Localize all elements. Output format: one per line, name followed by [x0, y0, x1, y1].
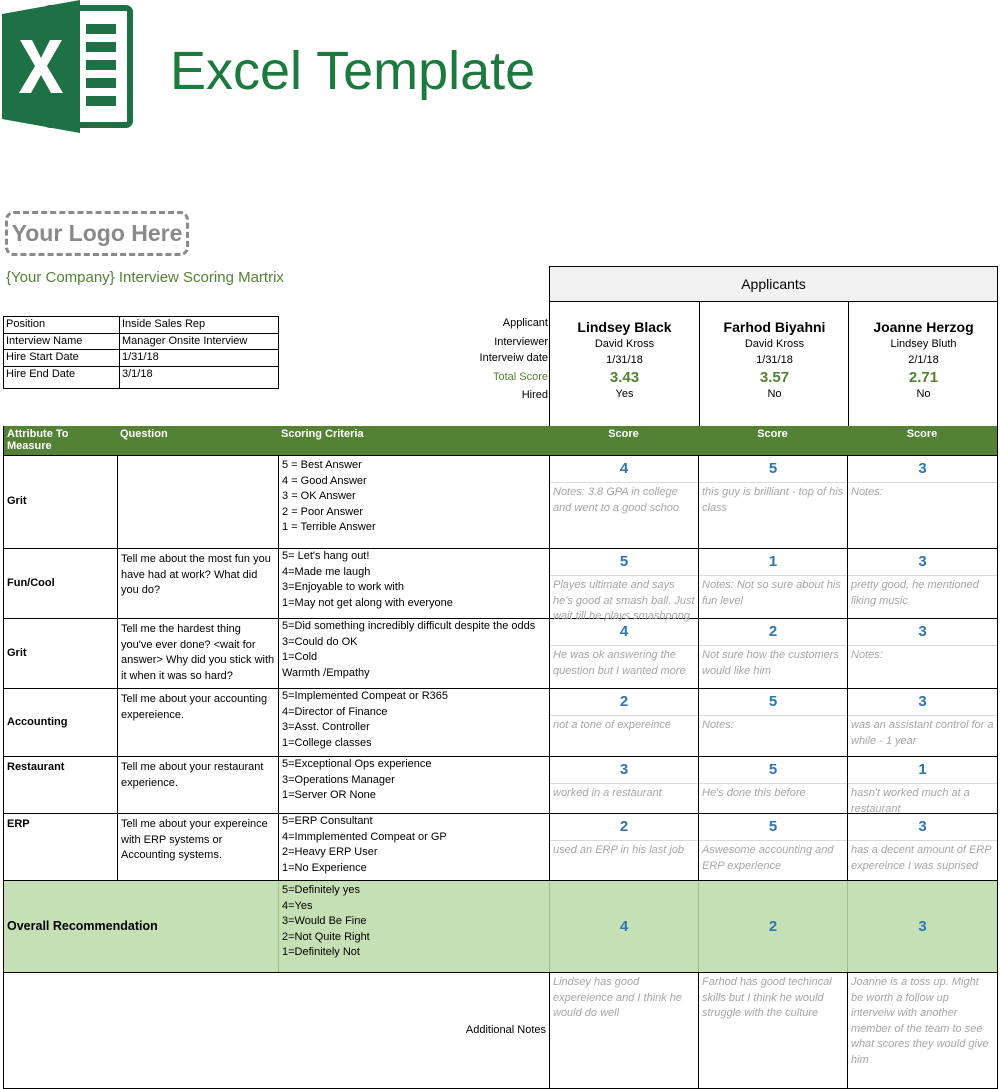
- applicant-date[interactable]: 1/31/18: [606, 353, 643, 366]
- criteria-line: 5=Exceptional Ops experience: [282, 758, 432, 770]
- score-cell: [847, 456, 997, 548]
- applicant-interviewer[interactable]: David Kross: [594, 338, 655, 350]
- question-cell[interactable]: Tell me the hardest thing you've ever done? <wait for answer> Why did you stick with it when it was so hard?: [117, 619, 278, 688]
- criteria-line: 4=Made me laugh: [282, 565, 371, 578]
- score-cell: [549, 619, 698, 688]
- applicant-hired[interactable]: No: [916, 388, 931, 400]
- score-value[interactable]: 3: [550, 757, 698, 784]
- applicant-name[interactable]: Farhod Biyahni: [723, 319, 826, 335]
- score-cell: [698, 456, 847, 548]
- applicant-labels: [420, 301, 548, 425]
- attribute-cell: Fun/Cool: [7, 576, 55, 589]
- score-cell: [847, 757, 997, 813]
- criteria-line: Warmth /Empathy: [282, 666, 370, 679]
- header-question: Question: [120, 428, 168, 440]
- label-hired: Hired: [521, 389, 548, 401]
- applicant-name[interactable]: Joanne Herzog: [873, 319, 974, 335]
- score-cell: [698, 549, 847, 618]
- criteria-cell: [278, 814, 549, 883]
- score-cell: [549, 689, 698, 756]
- criteria-line: 5=Implemented Compeat or R365: [282, 690, 449, 702]
- score-value[interactable]: 3: [848, 549, 997, 576]
- additional-note[interactable]: Joanne is a toss up. Might be worth a follow up interveiw with another member of the team to see what scores they would give him: [847, 973, 997, 1088]
- table-body: [4, 455, 997, 883]
- question-cell[interactable]: Tell me about your expereince with ERP systems or Accounting systems.: [117, 814, 278, 883]
- label-total-score: Total Score: [492, 371, 548, 383]
- question-cell[interactable]: Tell me about your restaurant experience.: [117, 757, 278, 813]
- question-cell[interactable]: Tell me about the most fun you have had at work? What did you do?: [117, 549, 278, 618]
- score-value[interactable]: 5: [699, 689, 847, 716]
- applicant-date[interactable]: 1/31/18: [756, 353, 793, 366]
- score-note[interactable]: Notes:: [702, 719, 734, 731]
- overall-criteria: [278, 881, 549, 972]
- criteria-line: 1=May not get along with everyone: [282, 596, 453, 609]
- logo-placeholder[interactable]: Your Logo Here: [5, 211, 189, 256]
- score-note[interactable]: He was ok answering the question but I wanted more: [553, 649, 686, 677]
- score-note[interactable]: Notes:: [851, 649, 883, 661]
- score-value[interactable]: 5: [699, 814, 847, 841]
- criteria-line: 5 = Best Answer: [282, 459, 362, 471]
- score-value[interactable]: 5: [550, 549, 698, 576]
- criteria-line: 3=Asst. Controller: [282, 721, 370, 733]
- header-score: Score: [608, 428, 639, 440]
- score-value[interactable]: 1: [699, 549, 847, 576]
- score-value[interactable]: 3: [848, 619, 997, 646]
- header-score: Score: [757, 428, 788, 440]
- info-row-position: [4, 317, 278, 334]
- score-note[interactable]: used an ERP in his last job: [553, 844, 685, 856]
- criteria-line: 1=Server OR None: [282, 789, 376, 801]
- score-value[interactable]: 3: [848, 456, 997, 483]
- attribute-cell: Grit: [7, 646, 27, 659]
- label-interviewer: Interviewer: [494, 336, 548, 348]
- score-value[interactable]: 2: [550, 814, 698, 841]
- score-note[interactable]: hasn't worked much at a restaurant: [851, 787, 970, 815]
- applicant-hired[interactable]: No: [767, 388, 782, 400]
- score-note[interactable]: Notes:: [851, 486, 883, 498]
- score-value[interactable]: 2: [550, 689, 698, 716]
- criteria-line: 3=Operations Manager: [282, 773, 395, 786]
- additional-notes-label: Additional Notes: [465, 1023, 546, 1036]
- criteria-line: 2 = Poor Answer: [282, 505, 364, 518]
- position-info-table: [3, 316, 279, 389]
- score-note[interactable]: worked in a restaurant: [553, 787, 662, 799]
- criteria-cell: [278, 549, 549, 618]
- applicant-column: [699, 302, 849, 426]
- header-attribute: Attribute To Measure: [7, 428, 69, 452]
- overall-score[interactable]: 4: [549, 881, 698, 972]
- criteria-line: 3=Could do OK: [282, 635, 358, 648]
- attribute-cell: ERP: [7, 818, 30, 830]
- score-value[interactable]: 3: [848, 689, 997, 716]
- score-cell: [847, 549, 997, 618]
- brand-title: Excel Template: [170, 41, 536, 101]
- criteria-line: 2=Heavy ERP User: [282, 846, 378, 858]
- score-value[interactable]: 3: [848, 814, 997, 841]
- info-value[interactable]: Inside Sales Rep: [122, 318, 206, 330]
- applicant-hired[interactable]: Yes: [615, 388, 634, 400]
- criteria-line: 4 = Good Answer: [282, 474, 367, 487]
- table-row: [4, 813, 997, 883]
- table-row: [4, 548, 997, 622]
- score-note[interactable]: was an assistant control for a while - 1 year: [851, 719, 994, 747]
- score-value[interactable]: 5: [699, 456, 847, 483]
- applicant-total-score: 3.43: [609, 369, 640, 386]
- matrix-title: {Your Company} Interview Scoring Martrix: [6, 269, 284, 286]
- label-interview-date: Interveiw date: [479, 352, 548, 364]
- score-note[interactable]: Aswesome accounting and ERP experience: [702, 844, 834, 872]
- info-label: Position: [4, 317, 120, 333]
- criteria-cell: [278, 456, 549, 548]
- score-value[interactable]: 2: [699, 619, 847, 646]
- score-note[interactable]: Notes: Not so sure about his fun level: [702, 579, 841, 607]
- attribute-cell: Accounting: [7, 715, 68, 728]
- criteria-line: 4=Immplemented Compeat or GP: [282, 830, 447, 843]
- score-cell: [698, 689, 847, 756]
- score-note[interactable]: not a tone of expereince: [553, 719, 672, 731]
- info-row-hire-start: [4, 350, 278, 367]
- criteria-line: 1=Cold: [282, 651, 318, 663]
- applicant-interviewer[interactable]: David Kross: [744, 338, 805, 350]
- table-row: [4, 455, 997, 548]
- criteria-line: 5=Definitely yes: [282, 884, 360, 896]
- info-row-interview-name: [4, 334, 278, 351]
- attribute-cell: Grit: [7, 495, 27, 508]
- info-value[interactable]: 3/1/18: [122, 367, 153, 380]
- overall-label: Overall Recommendation: [7, 918, 158, 933]
- score-cell: [698, 814, 847, 883]
- score-cell: [549, 456, 698, 548]
- applicant-interviewer[interactable]: Lindsey Bluth: [890, 338, 957, 350]
- excel-icon: [0, 0, 135, 133]
- score-cell: [549, 549, 698, 622]
- table-row: [4, 688, 997, 756]
- table-row: [4, 756, 997, 813]
- criteria-line: 3=Enjoyable to work with: [282, 581, 404, 593]
- score-note[interactable]: this guy is brilliant - top of his class: [702, 486, 844, 514]
- score-cell: [847, 619, 997, 688]
- score-value[interactable]: 1: [848, 757, 997, 784]
- score-note[interactable]: Playes ultimate and says he's good at smash ball. Just wait till he plays smashpong: [553, 579, 695, 622]
- criteria-line: 1 = Terrible Answer: [282, 521, 376, 533]
- score-cell: [549, 814, 698, 883]
- overall-score[interactable]: 3: [847, 881, 997, 972]
- criteria-line: 4=Yes: [282, 899, 313, 912]
- question-cell[interactable]: [117, 456, 278, 548]
- additional-note[interactable]: Farhod has good techincal skills but I think he would struggle with the culture: [698, 973, 847, 1088]
- score-value[interactable]: 4: [550, 619, 698, 646]
- info-value[interactable]: Manager Onsite Interview: [122, 334, 248, 347]
- score-value[interactable]: 5: [699, 757, 847, 784]
- info-value[interactable]: 1/31/18: [122, 351, 159, 363]
- score-note[interactable]: Notes: 3.8 GPA in college and went to a good schoo: [553, 486, 679, 514]
- header-criteria: Scoring Criteria: [281, 428, 364, 440]
- applicant-column: [848, 302, 998, 426]
- score-value[interactable]: 4: [550, 456, 698, 483]
- score-cell: [698, 757, 847, 813]
- applicants-header: Applicants: [550, 267, 997, 302]
- criteria-line: 4=Director of Finance: [282, 705, 388, 718]
- applicant-column: [550, 302, 699, 426]
- applicant-name[interactable]: Lindsey Black: [577, 319, 672, 335]
- criteria-cell: [278, 689, 549, 756]
- criteria-line: 1=No Experience: [282, 861, 367, 874]
- applicant-date[interactable]: 2/1/18: [908, 353, 939, 366]
- criteria-cell: [278, 619, 549, 688]
- info-label: Hire End Date: [4, 367, 120, 388]
- table-header-row: [4, 426, 997, 455]
- score-note[interactable]: Not sure how the customers would like him: [702, 649, 839, 677]
- criteria-line: 1=Definitely Not: [282, 946, 360, 958]
- score-cell: [698, 619, 847, 688]
- additional-notes-row: [4, 972, 997, 1088]
- criteria-line: 5= Let's hang out!: [282, 550, 370, 562]
- header-score: Score: [906, 428, 938, 440]
- applicant-total-score: 3.57: [759, 369, 790, 386]
- score-cell: [847, 689, 997, 756]
- criteria-line: 5=ERP Consultant: [282, 815, 373, 827]
- criteria-line: 5=Did something incredibly difficult despite the odds: [282, 620, 536, 632]
- criteria-line: 3 = OK Answer: [282, 490, 356, 502]
- attribute-cell: Restaurant: [7, 761, 65, 773]
- info-label: Interview Name: [4, 334, 120, 350]
- score-note[interactable]: pretty good, he mentioned liking music: [851, 579, 979, 607]
- table-row: [4, 618, 997, 688]
- applicants-panel: [549, 266, 998, 426]
- additional-note[interactable]: Lindsey has good expereience and I think he would do well: [549, 973, 698, 1088]
- score-note[interactable]: He's done this before: [702, 787, 806, 799]
- overall-recommendation-table: [3, 880, 998, 1089]
- score-cell: [549, 757, 698, 813]
- criteria-line: 1=College classes: [282, 736, 372, 749]
- applicant-total-score: 2.71: [908, 369, 939, 386]
- overall-score[interactable]: 2: [698, 881, 847, 972]
- scoring-table: [3, 426, 998, 884]
- score-note[interactable]: has a decent amount of ERP expereince I was suprised: [851, 844, 992, 872]
- overall-row: [4, 881, 997, 972]
- question-cell[interactable]: Tell me about your accounting expereience.: [117, 689, 278, 756]
- criteria-line: 2=Not Quite Right: [282, 930, 370, 943]
- info-label: Hire Start Date: [4, 350, 120, 366]
- score-cell: [847, 814, 997, 883]
- criteria-cell: [278, 757, 549, 813]
- label-applicant: Applicant: [502, 317, 548, 329]
- info-row-hire-end: [4, 367, 278, 388]
- criteria-line: 3=Would Be Fine: [282, 915, 367, 927]
